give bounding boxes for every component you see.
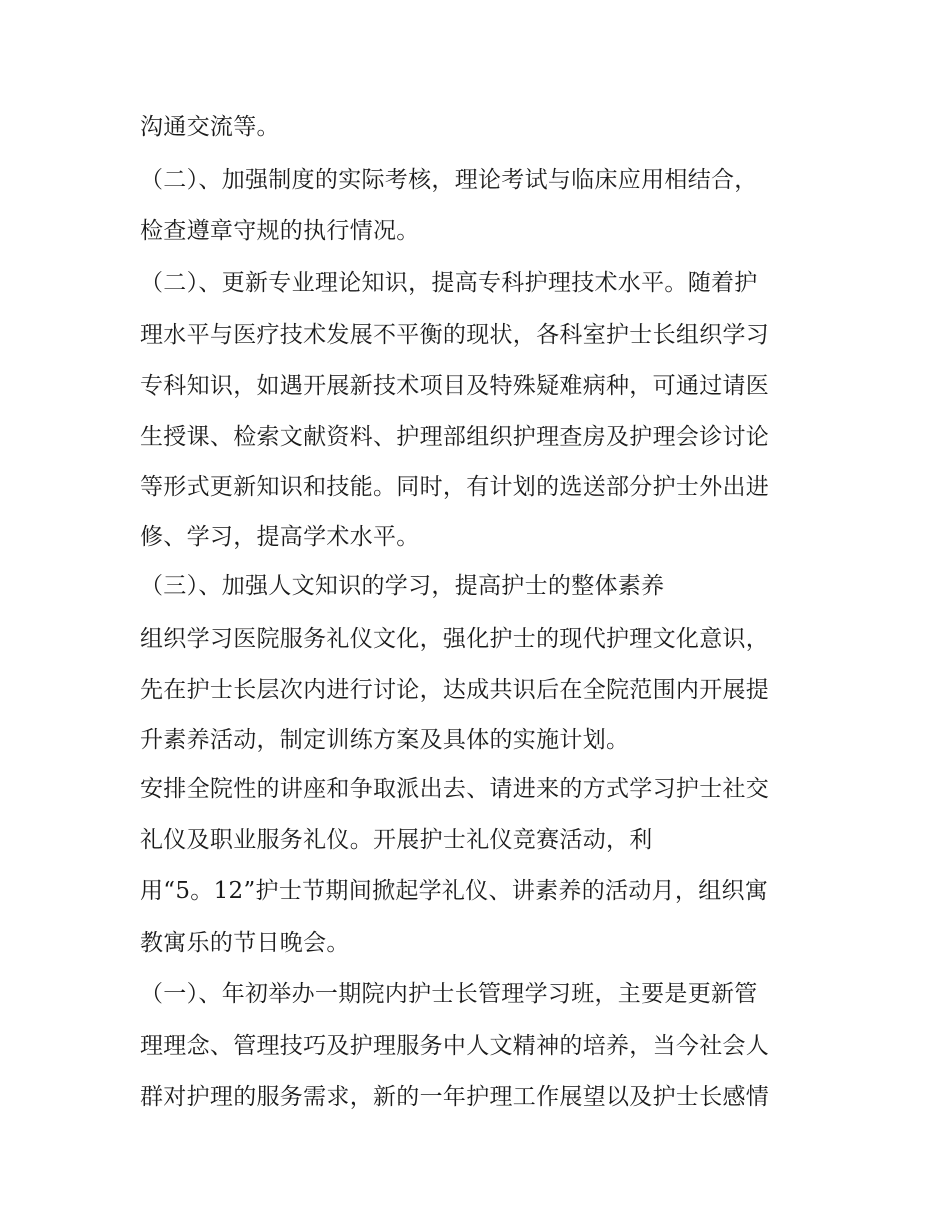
text-line: 组织学习医院服务礼仪文化，强化护士的现代护理文化意识，: [140, 626, 770, 652]
text-line: 先在护士长层次内进行讨论，达成共识后在全院范围内开展提: [140, 677, 770, 703]
text-line: 教寓乐的节日晚会。: [140, 930, 350, 956]
text-line: 专科知识，如遇开展新技术项目及特殊疑难病种，可通过请医: [140, 373, 770, 399]
text-line: 生授课、检索文献资料、护理部组织护理查房及护理会诊讨论: [140, 424, 770, 450]
text-line: 用“5。12”护士节期间掀起学礼仪、讲素养的活动月，组织寓: [140, 878, 769, 904]
text-line: 沟通交流等。: [140, 114, 280, 140]
text-line: 检查遵章守规的执行情况。: [140, 218, 420, 244]
text-line: （二）、加强制度的实际考核，理论考试与临床应用相结合，: [140, 167, 758, 193]
text-line: 群对护理的服务需求，新的一年护理工作展望以及护士长感情: [140, 1084, 770, 1110]
text-line: 修、学习，提高学术水平。: [140, 524, 420, 550]
text-line: 安排全院性的讲座和争取派出去、请进来的方式学习护士社交: [140, 776, 770, 802]
text-line: 礼仪及职业服务礼仪。开展护士礼仪竞赛活动，利: [140, 827, 653, 853]
text-line: （二）、更新专业理论知识，提高专科护理技术水平。随着护: [140, 270, 758, 296]
text-line: （一）、年初举办一期院内护士长管理学习班，主要是更新管: [140, 981, 758, 1007]
text-line: （三）、加强人文知识的学习，提高护士的整体素养: [140, 573, 665, 599]
text-line: 理理念、管理技巧及护理服务中人文精神的培养，当今社会人: [140, 1033, 770, 1059]
text-line: 等形式更新知识和技能。同时，有计划的选送部分护士外出进: [140, 474, 770, 500]
text-line: 理水平与医疗技术发展不平衡的现状，各科室护士长组织学习: [140, 322, 770, 348]
text-line: 升素养活动，制定训练方案及具体的实施计划。: [140, 727, 630, 753]
